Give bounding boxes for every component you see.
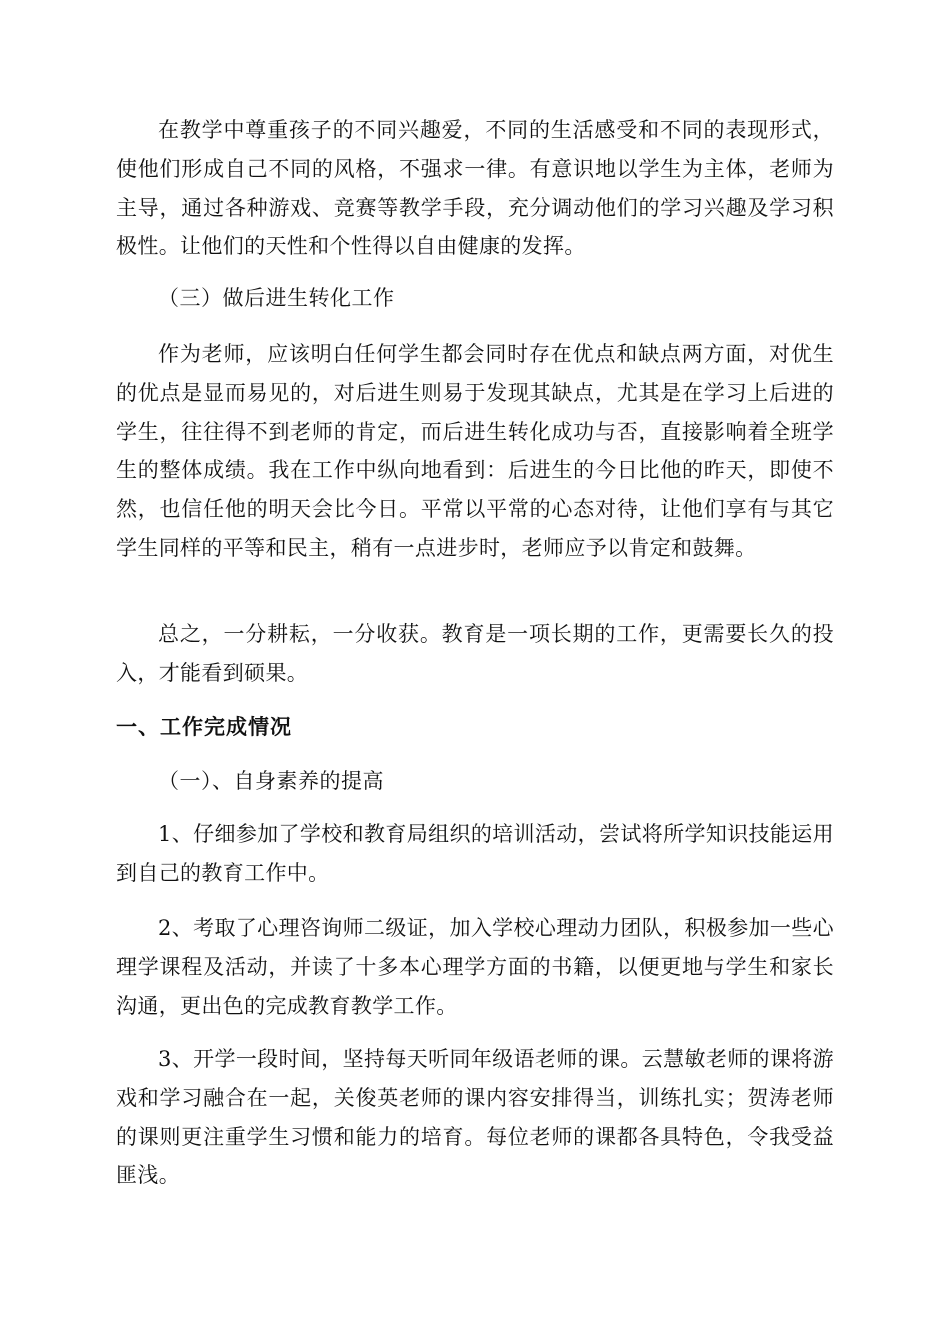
paragraph-teaching-approach: 在教学中尊重孩子的不同兴趣爱，不同的生活感受和不同的表现形式，使他们形成自己不同的风格，不强求一律。有意识地以学生为主体，老师为主导，通过各种游戏、竞赛等教学手段，充分调动他们的学习兴趣及学习积极性。让他们的天性和个性得以自由健康的发挥。 bbox=[116, 118, 834, 259]
list-item-training: 1、仔细参加了学校和教育局组织的培训活动，尝试将所学知识技能运用到自己的教育工作中。 bbox=[116, 822, 834, 885]
subheading-struggling-students: （三）做后进生转化工作 bbox=[158, 286, 395, 310]
section-heading-work-completion: 一、工作完成情况 bbox=[116, 715, 292, 739]
list-item-certification: 2、考取了心理咨询师二级证，加入学校心理动力团队，积极参加一些心理学课程及活动，并读了十多本心理学方面的书籍，以便更地与学生和家长沟通，更出色的完成教育教学工作。 bbox=[116, 916, 834, 1018]
list-item-lesson-observation: 3、开学一段时间，坚持每天听同年级语老师的课。云慧敏老师的课将游戏和学习融合在一起，关俊英老师的课内容安排得当，训练扎实；贺涛老师的课则更注重学生习惯和能力的培育。每位老师的课都各具特色，令我受益匪浅。 bbox=[116, 1047, 834, 1188]
subheading-self-improvement: （一）、自身素养的提高 bbox=[158, 769, 384, 793]
paragraph-summary: 总之，一分耕耘，一分收获。教育是一项长期的工作，更需要长久的投入，才能看到硕果。 bbox=[116, 622, 834, 685]
paragraph-struggling-students: 作为老师，应该明白任何学生都会同时存在优点和缺点两方面，对优生的优点是显而易见的，对后进生则易于发现其缺点，尤其是在学习上后进的学生，往往得不到老师的肯定，而后进生转化成功与否，直接影响着全班学生的整体成绩。我在工作中纵向地看到：后进生的今日比他的昨天，即使不然，也信任他的明天会比今日。平常以平常的心态对待，让他们享有与其它学生同样的平等和民主，稍有一点进步时，老师应予以肯定和鼓舞。 bbox=[116, 342, 834, 560]
